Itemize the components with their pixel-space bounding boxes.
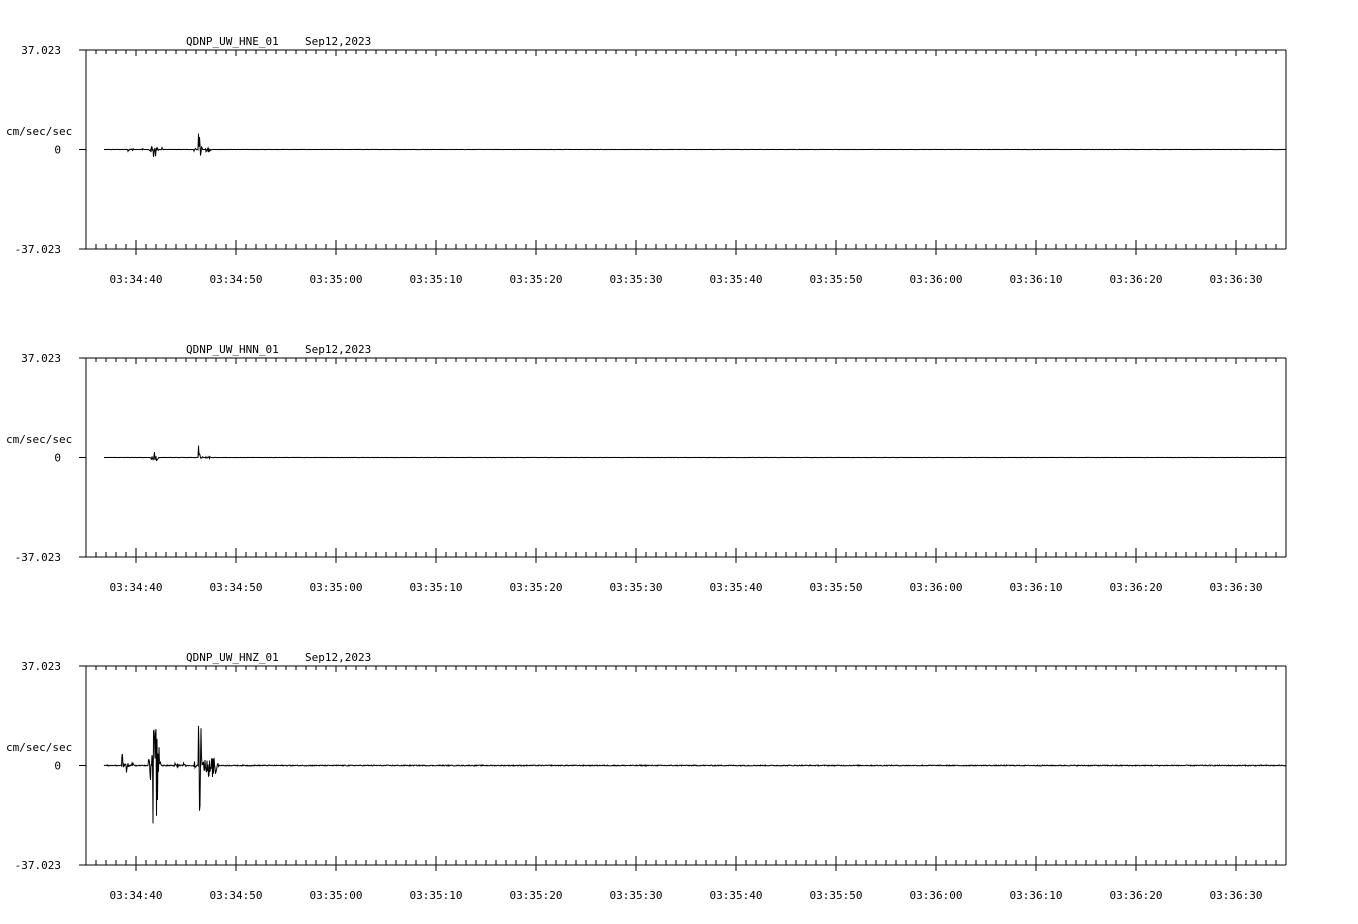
x-tick-label: 03:36:00: [909, 273, 963, 286]
seismogram-panel-2: [6, 343, 1286, 594]
x-tick-label: 03:35:00: [309, 889, 363, 902]
x-tick-label: 03:35:10: [409, 581, 463, 594]
date-label: Sep12,2023: [305, 35, 372, 48]
date-label: Sep12,2023: [305, 343, 372, 356]
y-tick-label-zero: 0: [54, 143, 61, 157]
x-tick-label: 03:35:20: [509, 889, 563, 902]
x-tick-label: 03:36:00: [909, 581, 963, 594]
x-tick-label: 03:34:40: [109, 889, 163, 902]
y-axis-unit-label: cm/sec/sec: [6, 125, 73, 138]
x-tick-label: 03:34:40: [109, 273, 163, 286]
seismogram-panel-1: [6, 35, 1286, 286]
x-axis-ticks: [86, 50, 1286, 255]
y-axis-unit-label: cm/sec/sec: [6, 433, 73, 446]
x-tick-label: 03:35:40: [709, 889, 763, 902]
y-tick-label-max: 37.023: [21, 352, 61, 365]
station-label: QDNP_UW_HNE_01: [186, 35, 279, 48]
x-tick-label: 03:35:30: [609, 581, 663, 594]
x-tick-label: 03:35:00: [309, 581, 363, 594]
x-tick-label: 03:36:10: [1009, 273, 1063, 286]
x-tick-label: 03:35:20: [509, 581, 563, 594]
y-tick-label-zero: 0: [54, 759, 61, 773]
waveform-trace: [104, 446, 1286, 461]
x-tick-label: 03:35:20: [509, 273, 563, 286]
x-tick-label: 03:35:30: [609, 273, 663, 286]
x-tick-label: 03:35:50: [809, 273, 863, 286]
x-tick-label: 03:36:30: [1209, 889, 1263, 902]
y-tick-label-zero: 0: [54, 451, 61, 465]
x-tick-label: 03:36:10: [1009, 889, 1063, 902]
x-axis-ticks: [86, 666, 1286, 871]
y-tick-label-max: 37.023: [21, 660, 61, 673]
x-tick-label: 03:36:20: [1109, 889, 1163, 902]
waveform-trace: [104, 134, 1286, 157]
station-label: QDNP_UW_HNN_01: [186, 343, 279, 356]
y-tick-label-min: -37.023: [14, 551, 61, 564]
x-tick-label: 03:35:40: [709, 581, 763, 594]
x-tick-label: 03:35:50: [809, 581, 863, 594]
y-tick-label-min: -37.023: [14, 859, 61, 872]
x-tick-label: 03:35:10: [409, 889, 463, 902]
x-tick-label: 03:35:30: [609, 889, 663, 902]
waveform-trace: [104, 726, 1286, 824]
x-tick-label: 03:35:10: [409, 273, 463, 286]
x-tick-label: 03:36:30: [1209, 273, 1263, 286]
x-tick-label: 03:34:40: [109, 581, 163, 594]
x-tick-label: 03:35:50: [809, 889, 863, 902]
x-tick-label: 03:35:00: [309, 273, 363, 286]
y-tick-label-min: -37.023: [14, 243, 61, 256]
seismogram-panel-3: [6, 651, 1286, 902]
x-tick-label: 03:36:20: [1109, 581, 1163, 594]
x-tick-label: 03:34:50: [209, 581, 263, 594]
date-label: Sep12,2023: [305, 651, 372, 664]
x-tick-label: 03:34:50: [209, 889, 263, 902]
x-tick-label: 03:34:50: [209, 273, 263, 286]
x-tick-label: 03:36:20: [1109, 273, 1163, 286]
x-axis-ticks: [86, 358, 1286, 563]
y-axis-unit-label: cm/sec/sec: [6, 741, 73, 754]
x-tick-label: 03:36:10: [1009, 581, 1063, 594]
x-tick-label: 03:36:30: [1209, 581, 1263, 594]
x-tick-label: 03:35:40: [709, 273, 763, 286]
station-label: QDNP_UW_HNZ_01: [186, 651, 279, 664]
x-tick-label: 03:36:00: [909, 889, 963, 902]
y-tick-label-max: 37.023: [21, 44, 61, 57]
